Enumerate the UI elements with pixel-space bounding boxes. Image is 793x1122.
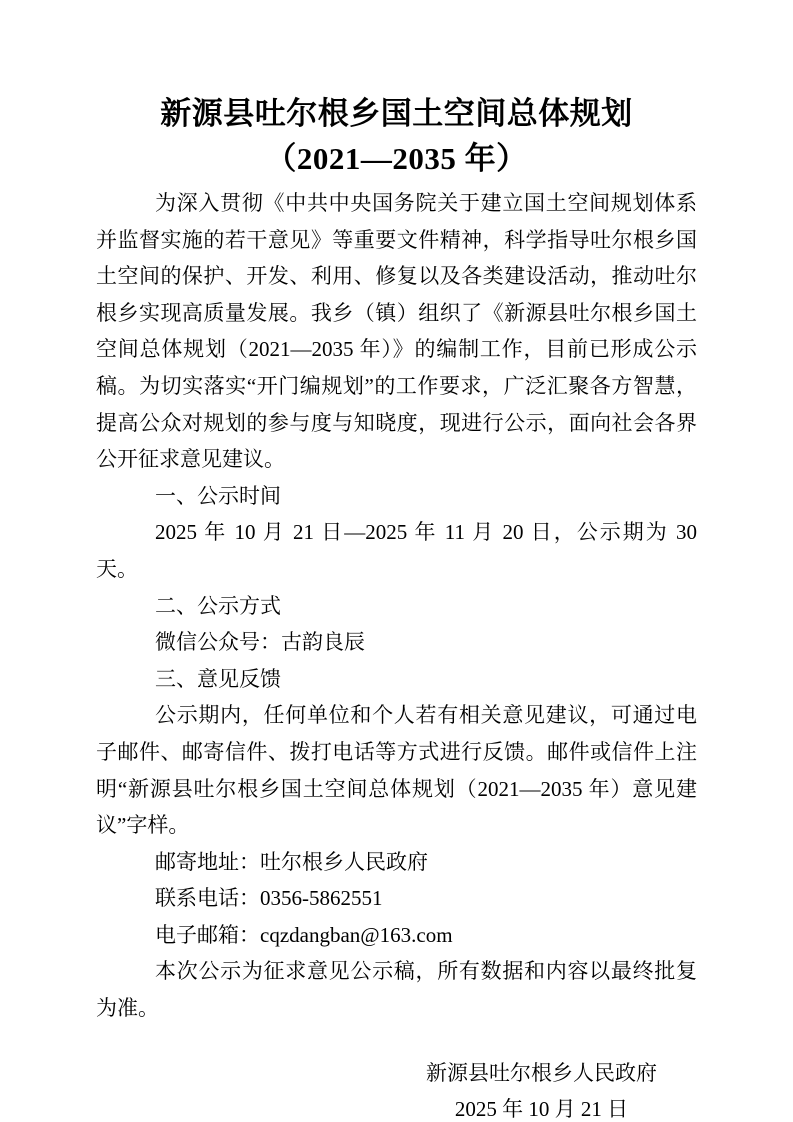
intro-paragraph: 为深入贯彻《中共中央国务院关于建立国土空间规划体系并监督实施的若干意见》等重要文件精神，科学指导吐尔根乡国土空间的保护、开发、利用、修复以及各类建设活动，推动吐尔根乡实现高质量发展。我乡（镇）组织了《新源县吐尔根乡国土空间总体规划（2021—2035 年）》的编制工作，目前已形成公示稿。为切实落实“开门编规划”的工作要求，广泛汇聚各方智慧，提高公众对规划的参与度与知晓度，现进行公示，面向社会各界公开征求意见建议。: [96, 191, 697, 472]
disclaimer-note: 本次公示为征求意见公示稿，所有数据和内容以最终批复为准。: [96, 959, 697, 1021]
document-title: [96, 91, 697, 181]
signature-date: 2025 年 10 月 21 日: [454, 1097, 629, 1122]
section-heading-publicity-method: 二、公示方式: [155, 593, 281, 618]
contact-phone-text: 联系电话：0356-5862551: [155, 886, 383, 911]
title-line-2: （2021—2035 年）: [265, 141, 528, 176]
signature-block: [426, 1055, 657, 1122]
section-heading-publicity-time: 一、公示时间: [155, 483, 281, 508]
title-line-1: 新源县吐尔根乡国土空间总体规划: [160, 96, 633, 131]
contact-email-text: 电子邮箱：cqzdangban@163.com: [155, 922, 453, 947]
publicity-period-text: 2025 年 10 月 21 日—2025 年 11 月 20 日，公示期为 30 天。: [96, 520, 697, 581]
mailing-address-text: 邮寄地址：吐尔根乡人民政府: [155, 849, 428, 874]
signature-org: 新源县吐尔根乡人民政府: [426, 1060, 657, 1085]
feedback-paragraph: 公示期内，任何单位和个人若有相关意见建议，可通过电子邮件、邮寄信件、拨打电话等方式进行反馈。邮件或信件上注明“新源县吐尔根乡国土空间总体规划（2021—2035 年）意见建议”字样。: [96, 703, 697, 838]
wechat-account-text: 微信公众号：古韵良辰: [155, 630, 365, 655]
document-body: [96, 185, 697, 1027]
section-heading-feedback: 三、意见反馈: [155, 666, 281, 691]
